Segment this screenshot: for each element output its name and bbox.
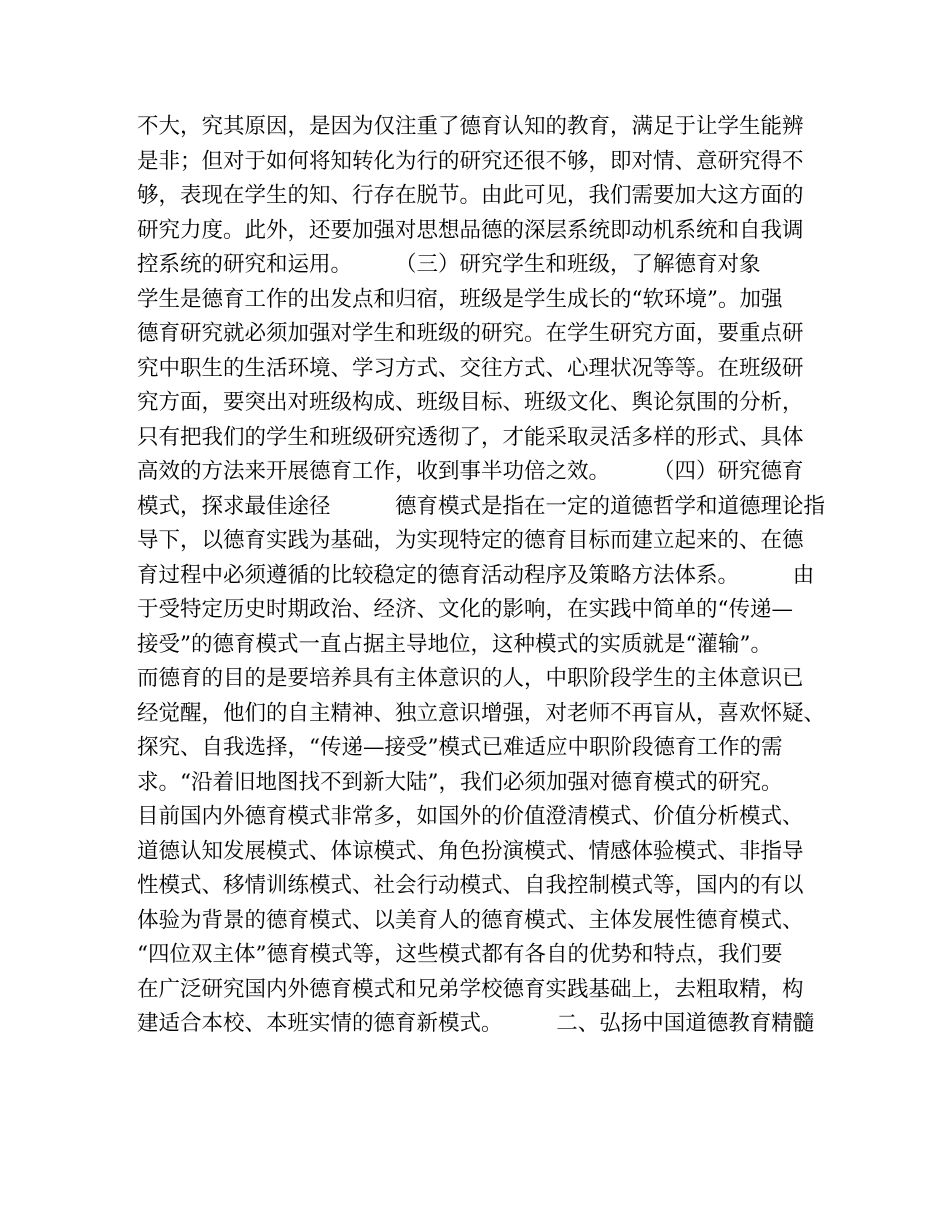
text-line: 经觉醒，他们的自主精神、独立意识增强，对老师不再盲从，喜欢怀疑、 (137, 700, 826, 726)
text-line: 控系统的研究和运用。 （三）研究学生和班级，了解德育对象 (137, 252, 761, 277)
text-line: 学生是德育工作的出发点和归宿，班级是学生成长的“软环境”。加强 (137, 286, 783, 312)
text-line: 求。“沿着旧地图找不到新大陆”，我们必须加强对德育模式的研究。 (137, 769, 783, 795)
text-line: 高效的方法来开展德育工作，收到事半功倍之效。 （四）研究德育 (137, 459, 804, 484)
text-line: 德育研究就必须加强对学生和班级的研究。在学生研究方面，要重点研 (137, 321, 804, 346)
text-line: 只有把我们的学生和班级研究透彻了，才能采取灵活多样的形式、具体 (137, 424, 804, 450)
text-line: 于受特定历史时期政治、经济、文化的影响，在实践中简单的“传递— (137, 597, 793, 622)
text-line: 究中职生的生活环境、学习方式、交往方式、心理状况等等。在班级研 (137, 355, 804, 381)
text-line: 研究力度。此外，还要加强对思想品德的深层系统即动机系统和自我调 (137, 217, 804, 243)
text-line: 而德育的目的是要培养具有主体意识的人，中职阶段学生的主体意识已 (137, 666, 804, 691)
text-line: 育过程中必须遵循的比较稳定的德育活动程序及策略方法体系。 由 (137, 562, 815, 588)
text-line: 模式，探求最佳途径 德育模式是指在一定的道德哲学和道德理论指 (137, 493, 826, 519)
text-line: 不大，究其原因，是因为仅注重了德育认知的教育，满足于让学生能辨 (137, 114, 804, 139)
text-line: 性模式、移情训练模式、社会行动模式、自我控制模式等，国内的有以 (137, 873, 804, 898)
text-line: 建适合本校、本班实情的德育新模式。 二、弘扬中国道德教育精髓 (137, 1011, 815, 1036)
text-line: 在广泛研究国内外德育模式和兄弟学校德育实践基础上，去粗取精，构 (137, 976, 804, 1002)
text-line: 道德认知发展模式、体谅模式、角色扮演模式、情感体验模式、非指导 (137, 838, 804, 864)
text-line: 体验为背景的德育模式、以美育人的德育模式、主体发展性德育模式、 (137, 907, 804, 933)
text-line: 接受”的德育模式一直占据主导地位，这种模式的实质就是“灌输”。 (137, 631, 772, 657)
body-text (137, 110, 827, 1042)
text-line: “四位双主体”德育模式等，这些模式都有各自的优势和特点，我们要 (137, 942, 783, 967)
text-line: 够，表现在学生的知、行存在脱节。由此可见，我们需要加大这方面的 (137, 183, 804, 208)
text-line: 究方面，要突出对班级构成、班级目标、班级文化、舆论氛围的分析， (137, 390, 804, 415)
text-line: 是非；但对于如何将知转化为行的研究还很不够，即对情、意研究得不 (137, 148, 804, 174)
text-line: 导下，以德育实践为基础，为实现特定的德育目标而建立起来的、在德 (137, 528, 804, 553)
text-line: 目前国内外德育模式非常多，如国外的价值澄清模式、价值分析模式、 (137, 804, 804, 829)
text-line: 探究、自我选择，“传递—接受”模式已难适应中职阶段德育工作的需 (137, 735, 783, 760)
